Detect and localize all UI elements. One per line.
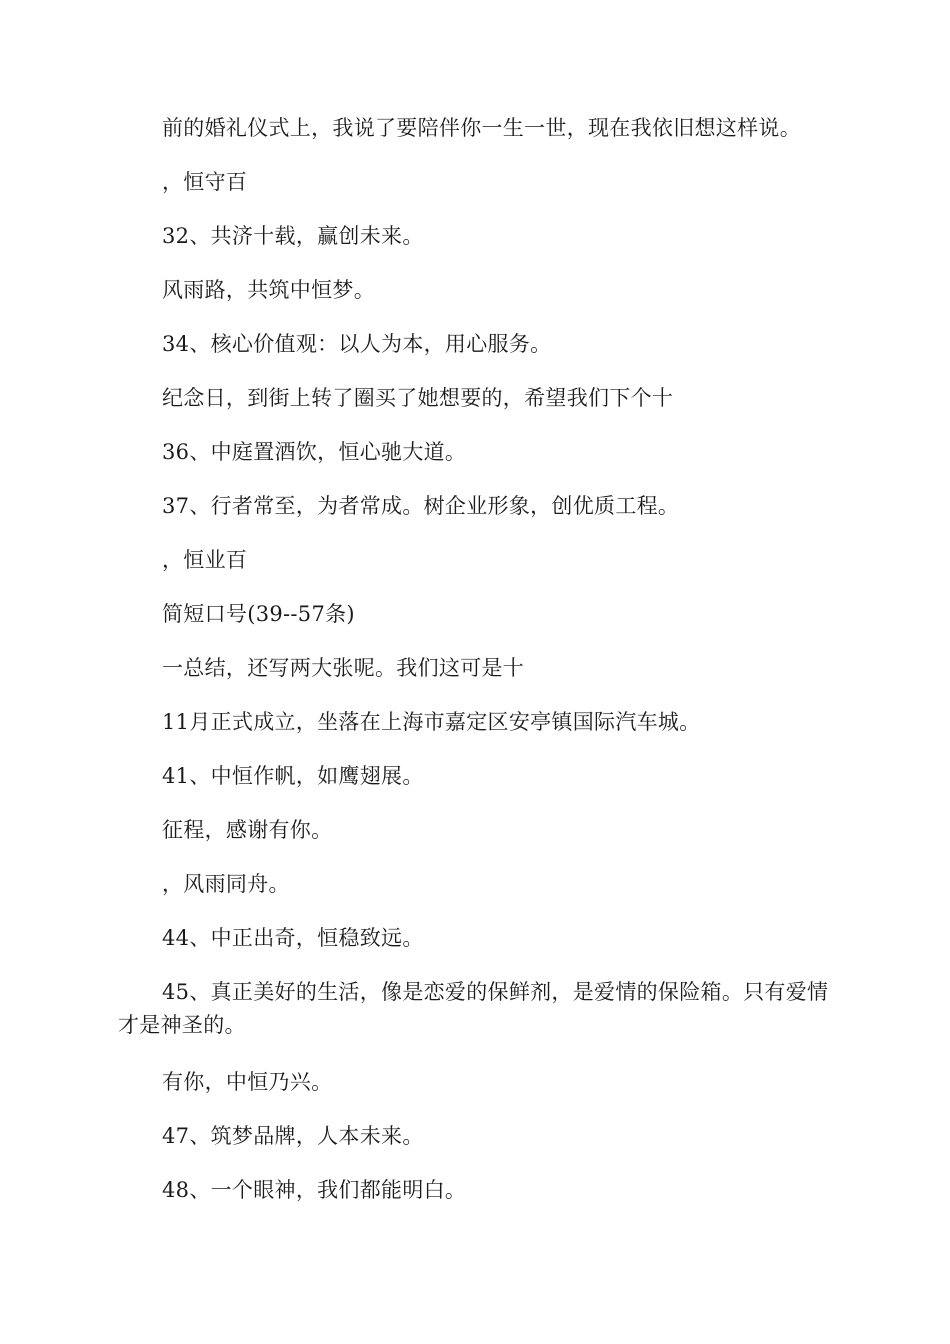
paragraph-1: 前的婚礼仪式上，我说了要陪伴你一生一世，现在我依旧想这样说。 — [162, 116, 801, 140]
paragraph-13: 41、中恒作帆，如鹰翅展。 — [162, 764, 424, 788]
paragraph-7: 36、中庭置酒饮，恒心驰大道。 — [162, 440, 467, 464]
paragraph-9: ，恒业百 — [162, 548, 248, 572]
paragraph-17: 45、真正美好的生活，像是恋爱的保鲜剂，是爱情的保险箱。只有爱情才是神圣的。 — [118, 980, 829, 1037]
paragraph-4: 风雨路，共筑中恒梦。 — [162, 278, 375, 302]
paragraph-2: ，恒守百 — [162, 170, 248, 194]
paragraph-16: 44、中正出奇，恒稳致远。 — [162, 926, 424, 950]
paragraph-19: 47、筑梦品牌，人本未来。 — [162, 1124, 424, 1148]
paragraph-10: 简短口号(39--57条) — [162, 602, 355, 626]
paragraph-12: 11月正式成立，坐落在上海市嘉定区安亭镇国际汽车城。 — [162, 710, 701, 734]
paragraph-5: 34、核心价值观：以人为本，用心服务。 — [162, 332, 552, 356]
paragraph-20: 48、一个眼神，我们都能明白。 — [162, 1178, 467, 1202]
paragraph-15: ，风雨同舟。 — [162, 872, 290, 896]
paragraph-14: 征程，感谢有你。 — [162, 818, 333, 842]
paragraph-18: 有你，中恒乃兴。 — [162, 1070, 333, 1094]
paragraph-8: 37、行者常至，为者常成。树企业形象，创优质工程。 — [162, 494, 680, 518]
paragraph-11: 一总结，还写两大张呢。我们这可是十 — [162, 656, 525, 680]
paragraph-3: 32、共济十载，赢创未来。 — [162, 224, 424, 248]
paragraph-6: 纪念日，到街上转了圈买了她想要的，希望我们下个十 — [162, 386, 674, 410]
